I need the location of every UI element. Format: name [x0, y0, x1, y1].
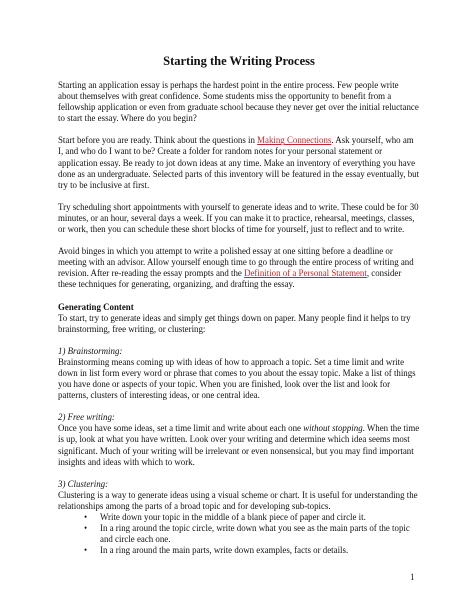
generating-content-heading: Generating Content [58, 301, 134, 312]
list-item: • In a ring around the topic circle, write down what you see as the main parts of the topic and circle each one. [100, 523, 420, 545]
without-stopping-emphasis: without stopping [303, 423, 363, 434]
list-item: • Write down your topic in the middle of a blank piece of paper and circle it. [100, 512, 420, 523]
s2-text-after: . When the time is up, look at what you have written. Look over your writing and determine which idea seems most significant. Much of your writing will be irrelevant or even nonsensical, but you may find important insights and ideas with which to work. [58, 423, 420, 467]
p4-text-before: Avoid binges in which you attempt to write a polished essay at one sitting before a deadline or meeting with an advisor. Allow yourself enough time to go through the entire process of writing and revision. After re-reading the essay prompts and the [58, 246, 414, 279]
p4-text-after: , consider these techniques for generating, organizing, and drafting the essay. [58, 268, 402, 290]
page-number: 1 [410, 572, 415, 582]
brainstorming-paragraph: Brainstorming means coming up with ideas of how to approach a topic. Set a time limit and write down in list form every word or phrase that comes to you about the essay topic. Make a list of things you have done or aspects of your topic. When you are finished, look over the list and look for patterns, clusters of interesting ideas, or one central idea. [58, 356, 416, 401]
page-title: Starting the Writing Process [163, 54, 315, 68]
s2-text-before: Once you have some ideas, set a time limit and write about each one [58, 423, 304, 434]
free-writing-paragraph [58, 423, 420, 467]
p2-text-before: Start before you are ready. Think about the questions in [58, 135, 258, 146]
intro-paragraph: Starting an application essay is perhaps the hardest point in the entire process. Few people write about themselves with great confidence. Some students miss the opportunity to benefit from a fellowship application or even from graduate school because they never get over the initial reluctance to start the essay. Where do you begin? [58, 80, 419, 124]
start-before-ready-paragraph [58, 135, 420, 190]
clustering-paragraph: Clustering is a way to generate ideas using a visual scheme or chart. It is useful for understanding the relationships among the parts of a broad topic and for developing sub-topics. [58, 489, 418, 511]
document-body [58, 54, 420, 556]
clustering-heading: 3) Clustering: [58, 478, 109, 489]
making-connections-link[interactable]: Making Connections [257, 135, 332, 146]
avoid-binges-paragraph [58, 246, 420, 290]
scheduling-paragraph: Try scheduling short appointments with yourself to generate ideas and to write. These could be for 30 minutes, or an hour, several days a week. If you can make it to practice, rehearsal, meetings, classes, or work, then you can schedule these short blocks of time for yourself, just to reflect and to write. [58, 201, 419, 235]
brainstorming-heading: 1) Brainstorming: [58, 345, 123, 356]
free-writing-heading: 2) Free writing: [58, 412, 115, 423]
definition-personal-statement-link[interactable]: Definition of a Personal Statement [244, 268, 367, 279]
list-item: • In a ring around the main parts, write down examples, facts or details. [100, 545, 420, 556]
p2-text-after: . Ask yourself, who am I, and who do I want to be? Create a folder for random notes for your personal statement or application essay. Be ready to jot down ideas at any time. Make an inventory of everything you have done as an undergraduate. Selected parts of this inventory will be featured in the essay eventually, but try to be inclusive at first. [58, 135, 420, 190]
clustering-steps-list [58, 512, 420, 556]
generating-content-paragraph: To start, try to generate ideas and simply get things down on paper. Many people find it helps to try brainstorming, free writing, or clustering: [58, 312, 411, 334]
